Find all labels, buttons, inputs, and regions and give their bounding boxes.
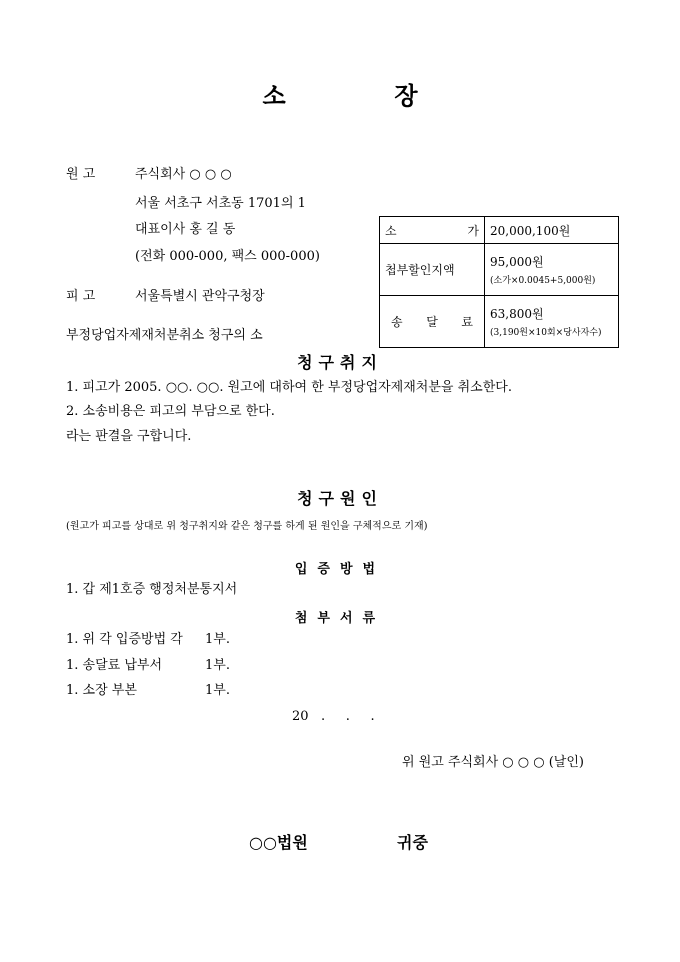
plaintiff-address: 서울 서초구 서초동 1701의 1	[135, 196, 306, 211]
attachment-item-count: 1부.	[205, 658, 230, 673]
fee-row-delivery	[380, 296, 619, 348]
claim-item-2: 2. 소송비용은 피고의 부담으로 한다.	[66, 404, 275, 419]
fee-value-cell	[485, 296, 619, 348]
plaintiff-name: 주식회사 ○ ○ ○	[135, 167, 232, 182]
court-suffix: 귀중	[397, 833, 428, 852]
document-title	[0, 76, 680, 111]
court-name: ○○법원	[249, 833, 308, 852]
claim-closing: 라는 판결을 구합니다.	[66, 429, 192, 444]
attachment-item-name: 1. 소장 부본	[66, 683, 137, 698]
case-name: 부정당업자제재처분취소 청구의 소	[66, 328, 263, 343]
defendant-name: 서울특별시 관악구청장	[135, 289, 265, 304]
attachment-item-name: 1. 위 각 입증방법 각	[66, 632, 183, 647]
fee-row-amount	[380, 217, 619, 244]
attachments-heading: 첨부서류	[294, 611, 386, 626]
fee-value: 95,000원	[490, 255, 544, 269]
attachment-item-count: 1부.	[205, 632, 230, 647]
fee-row-stamp	[380, 244, 619, 296]
fee-value: 63,800원	[490, 307, 544, 321]
fee-note: (소가×0.0045+5,000원)	[490, 276, 596, 286]
fee-label: 소 가	[380, 217, 485, 244]
evidence-heading: 입증방법	[294, 562, 386, 577]
attachment-item-name: 1. 송달료 납부서	[66, 658, 163, 673]
plaintiff-label: 원 고	[66, 167, 96, 182]
date-line: 20 . . .	[292, 709, 375, 724]
title-char-1: 소	[262, 81, 286, 110]
plaintiff-representative: 대표이사 홍 길 동	[135, 222, 236, 237]
fee-value-cell	[485, 244, 619, 296]
claim-cause-heading: 청구원인	[297, 489, 383, 508]
fee-label: 첩부할인지액	[380, 244, 485, 296]
fee-table	[379, 216, 619, 348]
evidence-item-1: 1. 갑 제1호증 행정처분통지서	[66, 582, 238, 597]
claim-cause-note: (원고가 피고를 상대로 위 청구취지와 같은 청구를 하게 된 원인을 구체적으로 기재)	[66, 521, 428, 532]
fee-value: 20,000,100원	[485, 217, 619, 244]
claim-purpose-heading: 청구취지	[297, 353, 383, 372]
claim-item-1: 1. 피고가 2005. ○○. ○○. 원고에 대하여 한 부정당업자제재처분을 취소한다.	[66, 380, 512, 395]
fee-note: (3,190원×10회×당사자수)	[490, 328, 602, 338]
signature-line: 위 원고 주식회사 ○ ○ ○ (날인)	[402, 755, 584, 770]
defendant-label: 피 고	[66, 289, 96, 304]
fee-label: 송 달 료	[380, 296, 485, 348]
title-char-2: 장	[394, 81, 418, 110]
attachment-item-count: 1부.	[205, 683, 230, 698]
plaintiff-contact: (전화 000-000, 팩스 000-000)	[135, 249, 320, 264]
